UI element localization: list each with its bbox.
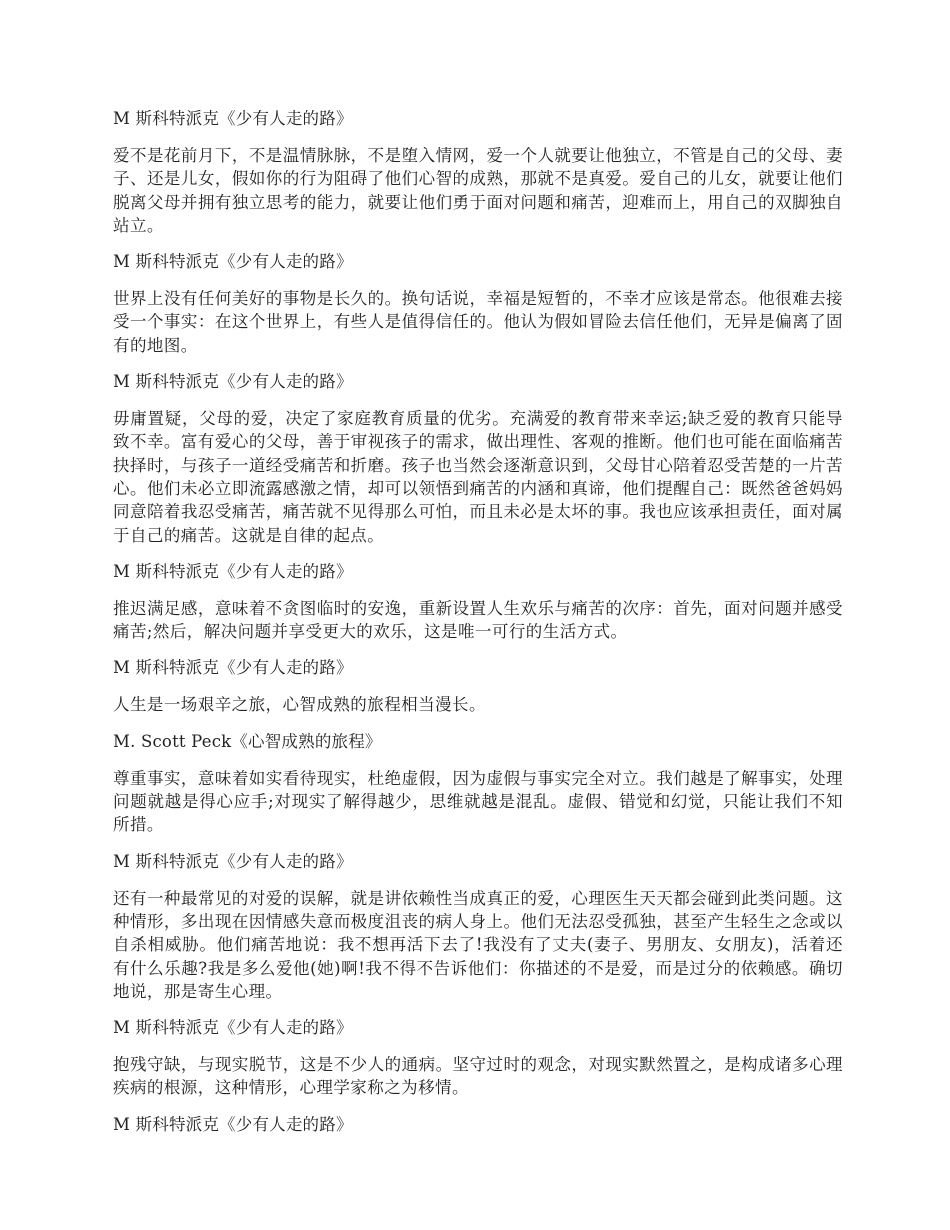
- quote-paragraph: 世界上没有任何美好的事物是长久的。换句话说，幸福是短暂的，不幸才应该是常态。他很难去接受一个事实：在这个世界上，有些人是值得信任的。他认为假如冒险去信任他们，无异是偏离了固有的地图。: [113, 289, 843, 355]
- quote-paragraph: 抱残守缺，与现实脱节，这是不少人的通病。坚守过时的观念，对现实默然置之，是构成诸多心理疾病的根源，这种情形，心理学家称之为移情。: [113, 1055, 843, 1098]
- source-citation: M 斯科特派克《少有人走的路》: [113, 109, 353, 128]
- quote-paragraph: 还有一种最常见的对爱的误解，就是讲依赖性当成真正的爱，心理医生天天都会碰到此类问题。这种情形，多出现在因情感失意而极度沮丧的病人身上。他们无法忍受孤独，甚至产生轻生之念或以自杀相威胁。他们痛苦地说：我不想再活下去了!我没有了丈夫(妻子、男朋友、女朋友)，活着还有什么乐趣?我是多么爱他(她)啊!我不得不告诉他们：你描述的不是爱，而是过分的依赖感。确切地说，那是寄生心理。: [113, 888, 843, 1001]
- quote-paragraph: 毋庸置疑，父母的爱，决定了家庭教育质量的优劣。充满爱的教育带来幸运;缺乏爱的教育只能导致不幸。富有爱心的父母，善于审视孩子的需求，做出理性、客观的推断。他们也可能在面临痛苦抉择时，与孩子一道经受痛苦和折磨。孩子也当然会逐渐意识到，父母甘心陪着忍受苦楚的一片苦心。他们未必立即流露感激之情，却可以领悟到痛苦的内涵和真谛，他们提醒自己：既然爸爸妈妈同意陪着我忍受痛苦，痛苦就不见得那么可怕，而且未必是太坏的事。我也应该承担责任，面对属于自己的痛苦。这就是自律的起点。: [113, 409, 843, 545]
- source-citation: M 斯科特派克《少有人走的路》: [113, 1114, 353, 1134]
- source-citation: M 斯科特派克《少有人走的路》: [113, 851, 353, 871]
- source-citation: M 斯科特派克《少有人走的路》: [113, 1018, 353, 1038]
- quote-paragraph: 尊重事实，意味着如实看待现实，杜绝虚假，因为虚假与事实完全对立。我们越是了解事实，处理问题就越是得心应手;对现实了解得越少，思维就越是混乱。虚假、错觉和幻觉，只能让我们不知所措。: [113, 768, 843, 835]
- source-citation: M 斯科特派克《少有人走的路》: [113, 252, 353, 272]
- quote-paragraph: 人生是一场艰辛之旅，心智成熟的旅程相当漫长。: [113, 695, 486, 715]
- quote-paragraph: 爱不是花前月下，不是温情脉脉，不是堕入情网，爱一个人就要让他独立，不管是自己的父母、妻子、还是儿女，假如你的行为阻碍了他们心智的成熟，那就不是真爱。爱自己的儿女，就要让他们脱离父母并拥有独立思考的能力，就要让他们勇于面对问题和痛苦，迎难而上，用自己的双脚独自站立。: [113, 146, 843, 235]
- document-page: [113, 108, 843, 1150]
- source-citation: M 斯科特派克《少有人走的路》: [113, 372, 353, 392]
- source-citation: M. Scott Peck《心智成熟的旅程》: [113, 731, 382, 751]
- source-citation: M 斯科特派克《少有人走的路》: [113, 658, 353, 678]
- source-citation: M 斯科特派克《少有人走的路》: [113, 561, 353, 581]
- quote-paragraph: 推迟满足感，意味着不贪图临时的安逸，重新设置人生欢乐与痛苦的次序：首先，面对问题并感受痛苦;然后，解决问题并享受更大的欢乐，这是唯一可行的生活方式。: [113, 598, 843, 642]
